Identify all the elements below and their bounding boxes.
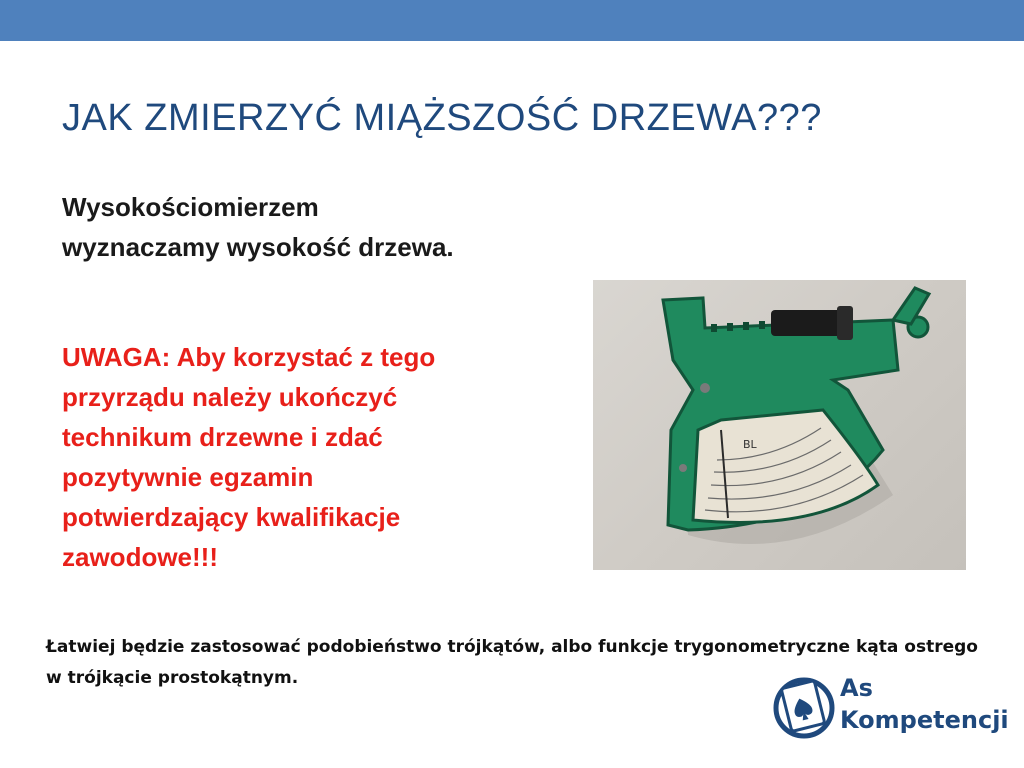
logo-line-1: As	[840, 674, 873, 702]
warning-paragraph: UWAGA: Aby korzystać z tego przyrządu należy ukończyć technikum drzewne i zdać pozytywnie egzamin potwierdzający kwalifikacje zawodowe!!!	[62, 342, 436, 572]
logo-text	[840, 672, 1009, 736]
logo-line-2: Kompetencji	[840, 706, 1009, 734]
footer-note: Łatwiej będzie zastosować podobieństwo trójkątów, albo funkcje trygonometryczne kąta ostrego w trójkącie prostokątnym.	[46, 637, 978, 688]
as-kompetencji-logo	[770, 672, 1009, 744]
dial-label: BL	[743, 438, 757, 451]
body-paragraph: Wysokościomierzem wyznaczamy wysokość drzewa.	[62, 192, 454, 262]
top-bar	[0, 0, 1024, 41]
spade-card-icon	[770, 672, 836, 742]
slide-title: JAK ZMIERZYĆ MIĄŻSZOŚĆ DRZEWA???	[62, 97, 822, 139]
altimeter-photo	[593, 280, 966, 570]
altimeter-illustration	[593, 280, 966, 570]
